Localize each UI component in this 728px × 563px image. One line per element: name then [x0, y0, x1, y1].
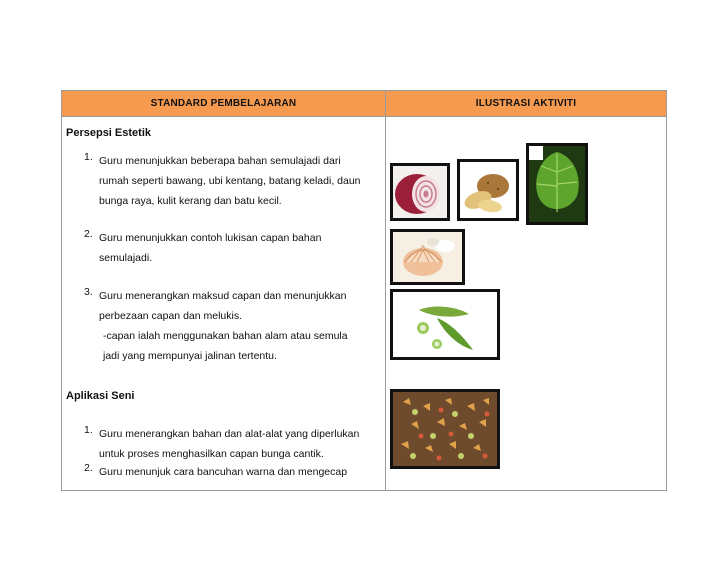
table-header [62, 91, 666, 117]
section-title-persepsi-estetik: Persepsi Estetik [66, 127, 151, 139]
batik-print-photo [390, 389, 500, 469]
list-item: 1. Guru menerangkan bahan dan alat-alat yang diperlukan untuk proses menghasilkan capan bunga cantik. [84, 424, 360, 460]
leaf-photo [526, 143, 588, 225]
column-divider [385, 91, 386, 490]
okra-photo [390, 289, 500, 360]
list-item: 2. Guru menunjukkan contoh lukisan capan bahan semulajadi. [84, 228, 322, 264]
header-ilustrasi-aktiviti: ILUSTRASI AKTIVITI [475, 98, 577, 109]
list-item: 1. Guru menunjukkan beberapa bahan semulajadi dari rumah seperti bawang, ubi kentang, batang keladi, daun bunga raya, kulit kerang dan batu kecil. [84, 151, 361, 207]
header-standard-pembelajaran: STANDARD PEMBELAJARAN [150, 98, 297, 109]
shell-photo [390, 229, 465, 285]
section-title-aplikasi-seni: Aplikasi Seni [66, 390, 135, 402]
potato-photo [457, 159, 519, 221]
list-item: 2. Guru menunjuk cara bancuhan warna dan mengecap [84, 462, 348, 478]
list-item: 3. Guru menerangkan maksud capan dan menunjukkan perbezaan capan dan melukis. -capan ialah menggunakan bahan alam atau semula jadi yang mempunyai jalinan tertentu. [84, 286, 348, 362]
onion-photo [390, 163, 450, 221]
